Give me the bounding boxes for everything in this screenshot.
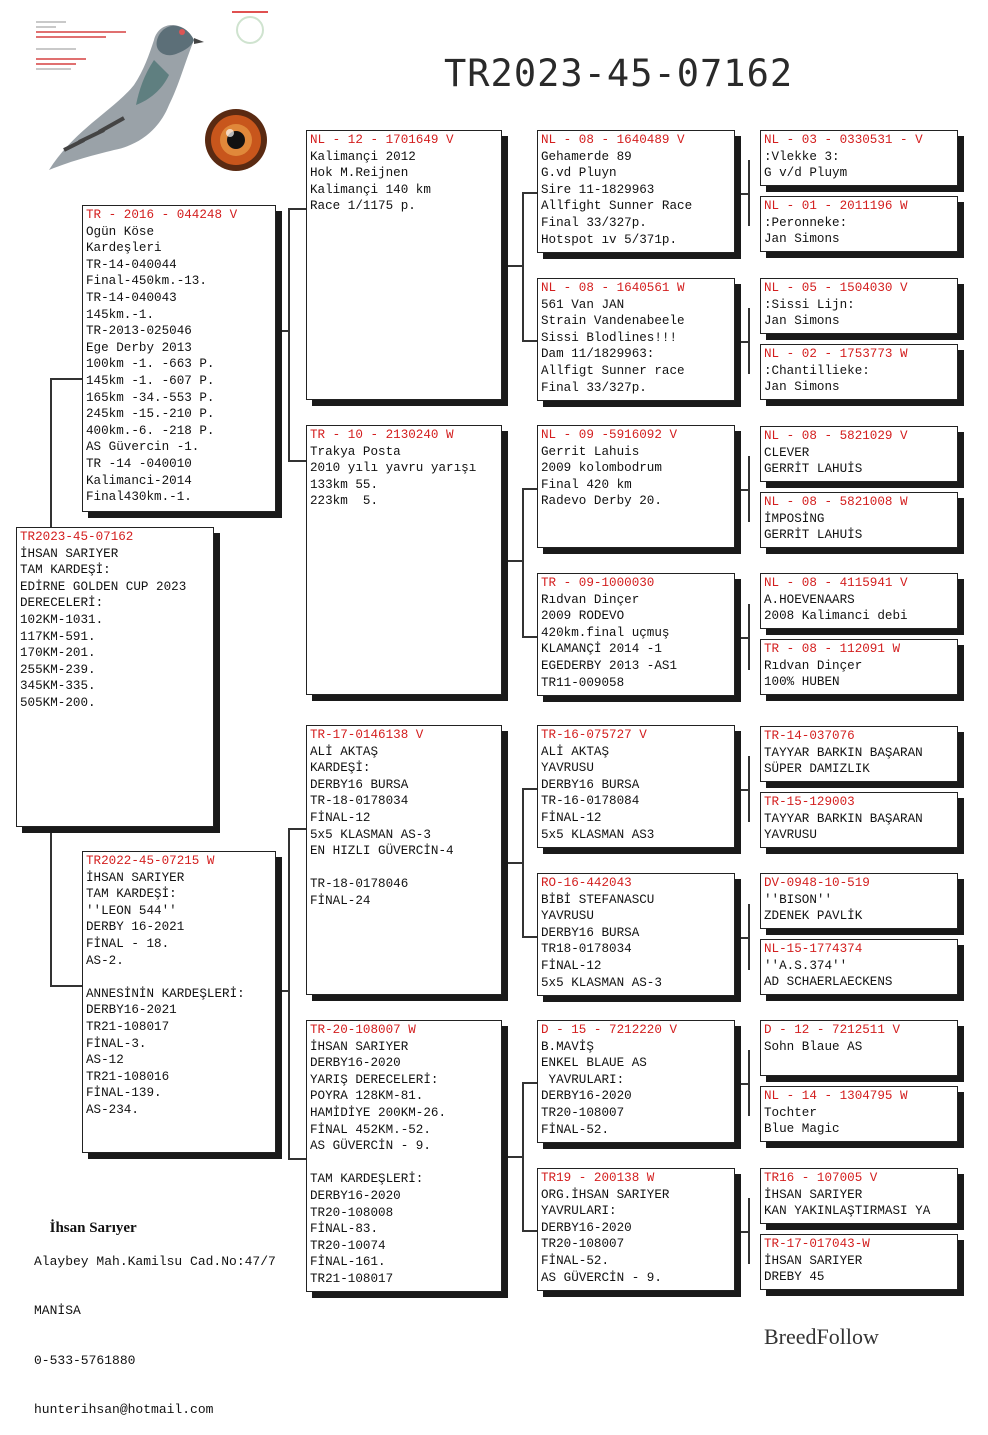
pigeon-info-line: 170KM-201. (20, 646, 96, 661)
pigeon-info-line: FİNAL - 18. (86, 936, 170, 951)
ring-number: NL - 14 - 1304795 W (764, 1089, 908, 1103)
pigeon-info-line: 223km 5. (310, 494, 379, 509)
pigeon-card-g5-16 (760, 1234, 958, 1290)
ring-number: TR2023-45-07162 (20, 530, 134, 544)
ring-number: NL - 12 - 1701649 V (310, 133, 454, 147)
pigeon-card-grandsire-paternal (306, 130, 502, 400)
ring-number: TR-20-108007 W (310, 1023, 416, 1037)
pigeon-info-line: DERBY16-2021 (86, 1003, 177, 1018)
pigeon-card-g5-8 (760, 639, 958, 695)
ring-number: TR - 08 - 112091 W (764, 642, 901, 656)
ring-number: NL-15-1774374 (764, 942, 863, 956)
pigeon-info-line: Allfight Sunner Race (541, 199, 693, 214)
connector-line (522, 1082, 537, 1084)
ring-number: D - 15 - 7212220 V (541, 1023, 678, 1037)
pigeon-info-line: ORG.İHSAN SARIYER (541, 1187, 670, 1202)
pigeon-info-line: TR-18-0178034 (310, 794, 409, 809)
ring-number: TR-15-129003 (764, 795, 855, 809)
pigeon-info-line: İHSAN SARIYER (310, 1039, 409, 1054)
pigeon-info-line: YAVRUSU (541, 761, 594, 776)
connector-line (50, 985, 82, 987)
pigeon-info-line: Rıdvan Dinçer (764, 658, 863, 673)
pigeon-info-line: Dam 11/1829963: (541, 347, 655, 362)
pigeon-info-line: ALİ AKTAŞ (310, 744, 379, 759)
decorative-sparkle-icon (222, 6, 278, 46)
pigeon-card-g5-6 (760, 492, 958, 548)
pigeon-info-line: ''BISON'' (764, 892, 833, 907)
pigeon-card-g4-6 (537, 873, 735, 996)
pigeon-info-line: Trakya Posta (310, 444, 401, 459)
pigeon-info-line: HAMİDİYE 200KM-26. (310, 1105, 447, 1120)
ring-number: NL - 08 - 5821029 V (764, 429, 908, 443)
pigeon-info-line: Rıdvan Dinçer (541, 592, 640, 607)
pigeon-info-line: İHSAN SARIYER (20, 546, 119, 561)
pigeon-info-line: :Sissi Lijn: (764, 297, 855, 312)
pigeon-info-line: Radevo Derby 20. (541, 494, 662, 509)
pigeon-info-line: Sire 11-1829963 (541, 182, 655, 197)
ring-number: TR - 2016 - 044248 V (86, 208, 238, 222)
pigeon-info-line: DREBY 45 (764, 1270, 825, 1285)
pigeon-info-line: TR-14-040044 (86, 257, 177, 272)
pigeon-card-g4-8 (537, 1168, 735, 1291)
connector-line (738, 1231, 749, 1233)
pigeon-info-line: Kalimançi 140 km (310, 182, 431, 197)
connector-line (50, 378, 82, 380)
connector-line (522, 636, 537, 638)
connector-line (522, 1230, 537, 1232)
pigeon-info-line: 5x5 KLASMAN AS3 (541, 827, 655, 842)
connector-line (276, 990, 289, 992)
pigeon-info-line: ZDENEK PAVLİK (764, 909, 863, 924)
ring-number: TR2022-45-07215 W (86, 854, 215, 868)
ring-number: TR-16-075727 V (541, 728, 647, 742)
pigeon-info-line: YAVRUSU (541, 909, 594, 924)
pigeon-card-g5-9 (760, 726, 958, 782)
connector-line (738, 489, 749, 491)
pigeon-info-line: 102KM-1031. (20, 612, 104, 627)
pigeon-info-line: 145km -1. -607 P. (86, 373, 215, 388)
pigeon-info-line: YARIŞ DERECELERİ: (310, 1072, 439, 1087)
connector-line (738, 1083, 749, 1085)
pigeon-info-line: FİNAL-139. (86, 1086, 162, 1101)
pigeon-info-line: AS-2. (86, 953, 124, 968)
pigeon-info-line: Sissi Blodlines!!! (541, 330, 678, 345)
connector-line (522, 340, 537, 342)
pigeon-info-line: TAM KARDEŞİ: (86, 887, 177, 902)
ring-number: NL - 08 - 4115941 V (764, 576, 908, 590)
pigeon-info-line: TR21-108017 (310, 1271, 394, 1286)
pigeon-info-line: DERBY16 BURSA (541, 777, 640, 792)
connector-line (288, 828, 290, 1158)
pigeon-card-g5-1 (760, 130, 958, 186)
pigeon-card-g5-14 (760, 1086, 958, 1142)
ring-number: TR - 09-1000030 (541, 576, 655, 590)
pigeon-info-line: 2010 yılı yavru yarışı (310, 461, 477, 476)
pigeon-info-line: Ege Derby 2013 (86, 340, 192, 355)
pigeon-info-line: TR20-10074 (310, 1238, 386, 1253)
pigeon-info-line: FİNAL-52. (541, 1253, 610, 1268)
pigeon-info-line: G.vd Pluyn (541, 166, 617, 181)
pigeon-info-line: FİNAL-12 (310, 810, 371, 825)
ring-number: DV-0948-10-519 (764, 876, 870, 890)
pigeon-info-line: Ogün Köse (86, 224, 155, 239)
ring-number: NL - 03 - 0330531 - V (764, 133, 923, 147)
pigeon-info-line: TR20-108007 (541, 1237, 625, 1252)
pigeon-info-line: DERBY16 BURSA (541, 925, 640, 940)
pigeon-info-line: YAVRUSU (764, 828, 817, 843)
connector-line (276, 330, 289, 332)
pigeon-card-granddam-paternal (306, 425, 502, 695)
pigeon-card-g4-4 (537, 573, 735, 696)
connector-line (522, 192, 537, 194)
pigeon-info-line: Final 420 km (541, 477, 632, 492)
connector-line (522, 936, 537, 938)
pigeon-info-line (310, 1155, 498, 1172)
breeder-contact (34, 1203, 276, 1435)
pigeon-card-g5-4 (760, 344, 958, 400)
pigeon-info-line: TR-16-0178084 (541, 794, 640, 809)
pigeon-info-line: 5x5 KLASMAN AS-3 (310, 827, 431, 842)
pigeon-info-line: KARDEŞİ: (310, 761, 371, 776)
pigeon-info-line: TAYYAR BARKIN BAŞARAN (764, 745, 923, 760)
pigeon-info-line: AS GÜVERCİN - 9. (541, 1270, 662, 1285)
connector-line (738, 937, 749, 939)
pigeon-card-g5-2 (760, 196, 958, 252)
pigeon-info-line: FİNAL-83. (310, 1222, 379, 1237)
pigeon-info-line: ENKEL BLAUE AS (541, 1056, 647, 1071)
pigeon-info-line: İMPOSİNG (764, 511, 825, 526)
pigeon-info-line: İHSAN SARIYER (764, 1187, 863, 1202)
ring-number: NL - 08 - 1640489 V (541, 133, 685, 147)
pigeon-card-subject (16, 527, 214, 827)
pigeon-info-line: KAN YAKINLAŞTIRMASI YA (764, 1204, 931, 1219)
ring-number: D - 12 - 7212511 V (764, 1023, 901, 1037)
pigeon-info-line: Blue Magic (764, 1122, 840, 1137)
pigeon-info-line: :Peronneke: (764, 215, 848, 230)
pigeon-info-line: Jan Simons (764, 232, 840, 247)
pigeon-info-line: 100% HUBEN (764, 675, 840, 690)
connector-line (738, 637, 749, 639)
pigeon-info-line: TR -14 -040010 (86, 456, 192, 471)
pigeon-card-g5-3 (760, 278, 958, 334)
pigeon-info-line: AD SCHAERLAECKENS (764, 975, 893, 990)
pigeon-info-line: Jan Simons (764, 380, 840, 395)
brand-logo-text: BreedFollow (764, 1324, 879, 1349)
pigeon-info-line: :Chantillieke: (764, 363, 870, 378)
pigeon-info-line: DERBY16-2020 (310, 1188, 401, 1203)
pigeon-info-line: Final 33/327p. (541, 380, 647, 395)
pigeon-card-g5-10 (760, 792, 958, 848)
pigeon-info-line: 145km.-1. (86, 307, 155, 322)
breeder-name: İhsan Sarıyer (49, 1219, 137, 1236)
pigeon-card-granddam-maternal (306, 1020, 502, 1292)
pigeon-info-line: 133km 55. (310, 477, 379, 492)
pigeon-info-line: EGEDERBY 2013 -AS1 (541, 658, 678, 673)
connector-line (508, 1156, 523, 1158)
pigeon-image (44, 10, 204, 190)
ring-number: TR-14-037076 (764, 729, 855, 743)
pigeon-info-line: Sohn Blaue AS (764, 1039, 863, 1054)
pigeon-card-g5-13 (760, 1020, 958, 1076)
pigeon-info-line: DERBY 16-2021 (86, 920, 185, 935)
pigeon-info-line: Hotspot ıv 5/371p. (541, 232, 678, 247)
ring-number: NL - 08 - 5821008 W (764, 495, 908, 509)
pigeon-card-g4-5 (537, 725, 735, 848)
pigeon-info-line: DERBY16 BURSA (310, 777, 409, 792)
pigeon-info-line: TR21-108017 (86, 1019, 170, 1034)
pigeon-card-grandsire-maternal (306, 725, 502, 995)
pigeon-info-line: Hok M.Reijnen (310, 166, 409, 181)
pigeon-info-line: 561 Van JAN (541, 297, 625, 312)
breeder-email: hunterihsan@hotmail.com (34, 1402, 214, 1417)
pigeon-info-line: DERBY16-2020 (310, 1056, 401, 1071)
pigeon-info-line: SÜPER DAMIZLIK (764, 762, 870, 777)
pigeon-info-line: G v/d Pluym (764, 166, 848, 181)
pigeon-info-line: POYRA 128KM-81. (310, 1089, 424, 1104)
connector-line (288, 208, 306, 210)
pigeon-card-g5-5 (760, 426, 958, 482)
pigeon-info-line: TAYYAR BARKIN BAŞARAN (764, 811, 923, 826)
pigeon-info-line: İHSAN SARIYER (86, 870, 185, 885)
connector-line (508, 862, 523, 864)
pigeon-card-g4-3 (537, 425, 735, 548)
pigeon-info-line: Kalimanci-2014 (86, 473, 192, 488)
pigeon-card-g5-15 (760, 1168, 958, 1224)
pigeon-info-line: B.MAVİŞ (541, 1039, 594, 1054)
pigeon-info-line: 505KM-200. (20, 695, 96, 710)
pigeon-info-line: FİNAL 452KM.-52. (310, 1122, 431, 1137)
ring-number: TR - 10 - 2130240 W (310, 428, 454, 442)
pigeon-info-line: 2008 Kalimanci debi (764, 609, 908, 624)
pigeon-info-line: İHSAN SARIYER (764, 1253, 863, 1268)
pigeon-info-line: Strain Vandenabeele (541, 314, 685, 329)
connector-line (288, 1158, 306, 1160)
pigeon-info-line: 100km -1. -663 P. (86, 357, 215, 372)
ring-number: NL - 09 -5916092 V (541, 428, 678, 442)
pigeon-info-line: ANNESİNİN KARDEŞLERİ: (86, 986, 245, 1001)
ring-number: NL - 08 - 1640561 W (541, 281, 685, 295)
pigeon-info-line: 165km -34.-553 P. (86, 390, 215, 405)
pigeon-info-line: 420km.final uçmuş (541, 625, 670, 640)
pigeon-info-line: FİNAL-52. (541, 1122, 610, 1137)
ring-number: RO-16-442043 (541, 876, 632, 890)
pigeon-info-line: FİNAL-24 (310, 893, 371, 908)
connector-line (288, 460, 306, 462)
pigeon-info-line: DERBY16-2020 (541, 1089, 632, 1104)
pigeon-info-line: Kalimançi 2012 (310, 149, 416, 164)
breeder-city: MANİSA (34, 1303, 81, 1318)
pigeon-info-line: 400km.-6. -218 P. (86, 423, 215, 438)
pigeon-info-line: EN HIZLI GÜVERCİN-4 (310, 844, 454, 859)
pigeon-info-line: FİNAL-12 (541, 958, 602, 973)
connector-line (738, 789, 749, 791)
pigeon-info-line: A.HOEVENAARS (764, 592, 855, 607)
pigeon-info-line: AS Güvercin -1. (86, 440, 200, 455)
connector-line (522, 488, 524, 636)
connector-line (288, 828, 306, 830)
connector-line (288, 208, 290, 460)
pigeon-info-line: TAM KARDEŞİ: (20, 563, 111, 578)
pigeon-info-line: Kardeşleri (86, 241, 162, 256)
eye-icon (202, 106, 270, 174)
pigeon-info-line (86, 969, 272, 986)
pigeon-info-line: 245km -15.-210 P. (86, 407, 215, 422)
pigeon-info-line: FİNAL-3. (86, 1036, 147, 1051)
pigeon-card-g4-2 (537, 278, 735, 401)
pigeon-info-line: EDİRNE GOLDEN CUP 2023 (20, 579, 187, 594)
pigeon-info-line: ''A.S.374'' (764, 958, 848, 973)
pigeon-info-line: TR-14-040043 (86, 290, 177, 305)
pigeon-info-line: Tochter (764, 1105, 817, 1120)
pigeon-info-line: Final 33/327p. (541, 215, 647, 230)
pigeon-info-line: 117KM-591. (20, 629, 96, 644)
pigeon-info-line: DERBY16-2020 (541, 1220, 632, 1235)
pigeon-info-line: Race 1/1175 p. (310, 199, 416, 214)
pigeon-info-line: Final-450km.-13. (86, 274, 207, 289)
pigeon-info-line: 345KM-335. (20, 679, 96, 694)
pigeon-info-line: Allfigt Sunner race (541, 363, 685, 378)
pigeon-info-line: YAVRULARI: (541, 1204, 617, 1219)
pigeon-info-line: TR-18-0178046 (310, 877, 409, 892)
pigeon-info-line: 255KM-239. (20, 662, 96, 677)
pigeon-info-line: YAVRULARI: (541, 1072, 625, 1087)
pigeon-card-g4-7 (537, 1020, 735, 1143)
pigeon-info-line: ALİ AKTAŞ (541, 744, 610, 759)
connector-line (738, 341, 749, 343)
pigeon-info-line: ''LEON 544'' (86, 903, 177, 918)
pigeon-info-line: Gehamerde 89 (541, 149, 632, 164)
pigeon-info-line: TR-2013-025046 (86, 324, 192, 339)
pigeon-info-line: :Vlekke 3: (764, 149, 840, 164)
pigeon-info-line: 2009 RODEVO (541, 609, 625, 624)
pigeon-info-line: AS-234. (86, 1102, 139, 1117)
pigeon-info-line: FİNAL-12 (541, 810, 602, 825)
pigeon-card-sire (82, 205, 276, 512)
pigeon-card-dam (82, 851, 276, 1153)
ring-number: NL - 02 - 1753773 W (764, 347, 908, 361)
ring-number: TR-17-017043-W (764, 1237, 870, 1251)
pigeon-info-line: AS GÜVERCİN - 9. (310, 1139, 431, 1154)
pigeon-card-g4-1 (537, 130, 735, 253)
pigeon-card-g5-11 (760, 873, 958, 929)
ring-number: TR16 - 107005 V (764, 1171, 878, 1185)
breeder-phone: 0-533-5761880 (34, 1352, 136, 1368)
pigeon-info-line: KLAMANÇİ 2014 -1 (541, 642, 662, 657)
connector-line (508, 265, 523, 267)
pigeon-info-line: GERRİT LAHUİS (764, 462, 863, 477)
pigeon-info-line: 2009 kolombodrum (541, 461, 662, 476)
pigeon-info-line: 5x5 KLASMAN AS-3 (541, 975, 662, 990)
pigeon-info-line: TAM KARDEŞLERİ: (310, 1172, 424, 1187)
pigeon-info-line: Final430km.-1. (86, 490, 192, 505)
ring-number: TR19 - 200138 W (541, 1171, 655, 1185)
pigeon-info-line: TR20-108007 (541, 1105, 625, 1120)
connector-line (508, 560, 523, 562)
pigeon-info-line: Jan Simons (764, 314, 840, 329)
pigeon-info-line: TR11-009058 (541, 675, 625, 690)
pigeon-info-line: TR18-0178034 (541, 942, 632, 957)
breeder-address: Alaybey Mah.Kamilsu Cad.No:47/7 (34, 1253, 276, 1269)
connector-line (522, 788, 537, 790)
connector-line (522, 488, 537, 490)
pigeon-info-line: BİBİ STEFANASCU (541, 892, 655, 907)
pigeon-info-line: TR20-108008 (310, 1205, 394, 1220)
pigeon-info-line: DERECELERİ: (20, 596, 104, 611)
ring-number: NL - 01 - 2011196 W (764, 199, 908, 213)
pigeon-info-line: FİNAL-161. (310, 1255, 386, 1270)
pigeon-card-g5-7 (760, 573, 958, 629)
connector-line (738, 193, 749, 195)
pigeon-info-line: CLEVER (764, 445, 810, 460)
ring-number: NL - 05 - 1504030 V (764, 281, 908, 295)
pigeon-card-g5-12 (760, 939, 958, 995)
ring-number: TR-17-0146138 V (310, 728, 424, 742)
pigeon-info-line (310, 860, 498, 877)
pigeon-info-line: TR21-108016 (86, 1069, 170, 1084)
pigeon-info-line: AS-12 (86, 1053, 124, 1068)
pigeon-info-line: Gerrit Lahuis (541, 444, 640, 459)
pigeon-info-line: GERRİT LAHUİS (764, 528, 863, 543)
pedigree-title: TR2023-45-07162 (444, 52, 794, 95)
